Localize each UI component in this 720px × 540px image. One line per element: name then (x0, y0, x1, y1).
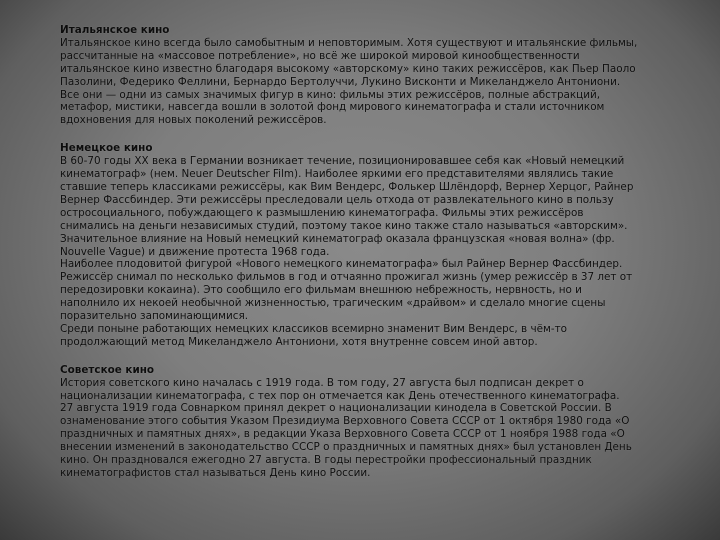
section-heading: Советское кино (60, 363, 155, 376)
section-paragraph: Итальянское кино всегда было самобытным и неповторимым. Хотя существуют и итальянские фильмы, рассчитанные на «массовое потребление», но всё же широкой мировой кинообщественности итальянское кино известно благодаря высокому «авторскому» кино таких режиссёров, как Пьер Паоло Пазолини, Федерико Феллини, Бернардо Бертолуччи, Лукино Висконти и Микеланджело Антониони. Все они — одни из самых значимых фигур в кино: фильмы этих режиссёров, полные абстракций, метафор, мистики, навсегда вошли в золотой фонд мирового кинематографа и стали источником вдохновения для новых поколений режиссёров. (60, 36, 638, 127)
section-paragraph: История советского кино началась с 1919 года. В том году, 27 августа был подписан декрет о национализации кинематографа, с тех пор он отмечается как День отечественного кинематографа. 27 августа 1919 года Совнарком принял декрет о национализации кинодела в Советской России. В ознаменование этого события Указом Президиума Верховного Совета СССР от 1 октября 1980 года «О праздничных и памятных днях», в редакции Указа Верховного Совета СССР от 1 ноября 1988 года «О внесении изменений в законодательство СССР о праздничных и памятных днях» был установлен День кино. Он праздновался ежегодно 27 августа. В годы перестройки профессиональный праздник кинематографистов стал называться День кино России. (60, 376, 632, 479)
slide-content (60, 24, 700, 495)
section-italian-cinema (60, 24, 700, 127)
section-heading: Итальянское кино (60, 24, 170, 36)
section-heading: Немецкое кино (60, 142, 153, 155)
section-paragraph: В 60-70 годы XX века в Германии возникает течение, позиционировавшее себя как «Новый немецкий кинематограф» (нем. Neuer Deutscher Film). Наиболее яркими его представителями являлись такие ставшие теперь классиками режиссёры, как Вим Вендерс, Фолькер Шлёндорф, Вернер Херцог, Райнер Вернер Фассбиндер. Эти режиссёры преследовали цель отхода от развлекательного кино в пользу остросоциального, побуждающего к размышлению кинематографа. Фильмы этих режиссёров снимались на деньги независимых студий, поэтому такое кино также стало называться «авторским». Значительное влияние на Новый немецкий кинематограф оказала французская «новая волна» (фр. Nouvelle Vague) и движение протеста 1968 года. Наиболее плодовитой фигурой «Нового немецкого кинематографа» был Райнер Вернер Фассбиндер. Режиссёр снимал по несколько фильмов в год и отчаянно прожигал жизнь (умер режиссёр в 37 лет от передозировки кокаина). Это сообщило его фильмам внешнюю небрежность, нервность, но и наполнило их некоей необычной жизненностью, трагическим «драйвом» и сделало многие сцены поразительно запоминающимися. Среди поныне работающих немецких классиков всемирно знаменит Вим Вендерс, в чём-то продолжающий метод Микеланджело Антониони, хотя внутренне совсем иной автор. (60, 155, 634, 348)
section-german-cinema (60, 142, 700, 349)
section-soviet-cinema (60, 364, 700, 480)
